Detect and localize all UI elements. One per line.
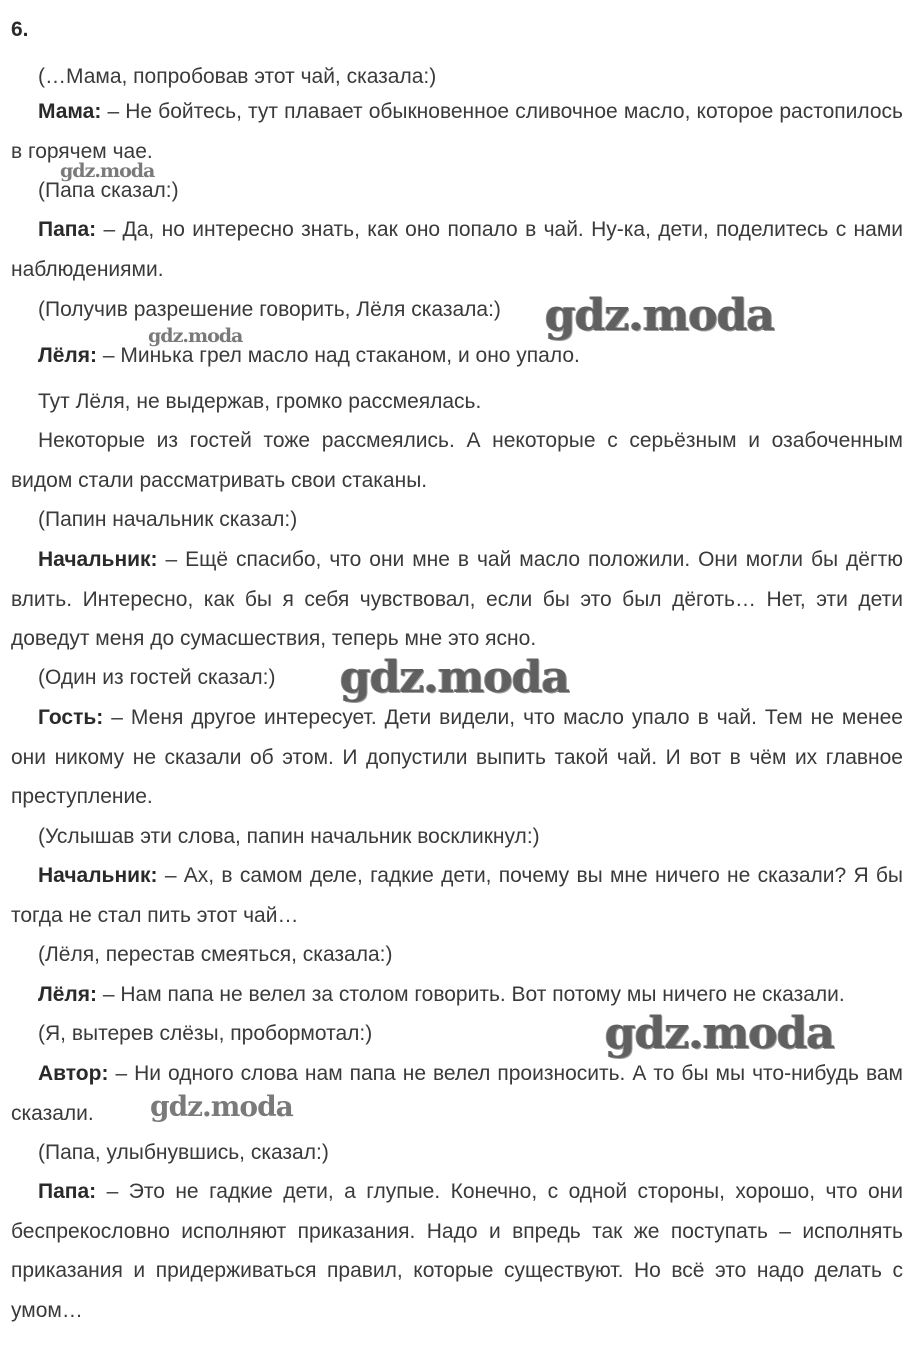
paragraph-text: (Папин начальник сказал:): [38, 508, 298, 531]
paragraph: [11, 1054, 903, 1133]
paragraph-text: (Лёля, перестав смеяться, сказала:): [38, 943, 393, 966]
watermark: gdz.moda: [60, 160, 155, 182]
paragraph: [11, 210, 903, 289]
paragraph-text: – Да, но интересно знать, как оно попало в чай. Ну-ка, дети, поделитесь с нами наблюдениями.: [11, 218, 903, 281]
paragraph: [11, 1133, 903, 1173]
paragraph-text: – Минька грел масло над стаканом, и оно упало.: [97, 344, 580, 367]
paragraph: [11, 1172, 903, 1330]
paragraph: [11, 935, 903, 975]
paragraph-text: – Это не гадкие дети, а глупые. Конечно, с одной стороны, хорошо, что они беспрекословно исполняют приказания. Надо и впредь так же поступать – исполнять приказания и придерживаться правил, которые существуют. Но всё это надо делать с умом…: [11, 1180, 903, 1322]
paragraph-text: (Один из гостей сказал:): [38, 666, 276, 689]
paragraph: [11, 698, 903, 817]
paragraph-text: (Папа сказал:): [38, 179, 179, 202]
paragraph: [11, 856, 903, 935]
task-number: 6.: [11, 18, 29, 41]
paragraph-text: (Получив разрешение говорить, Лёля сказала:): [38, 298, 501, 321]
speaker-label: Лёля:: [38, 983, 98, 1006]
speaker-label: Начальник:: [38, 864, 158, 887]
watermark: gdz.moda: [545, 290, 775, 341]
speaker-label: Папа:: [38, 218, 97, 241]
paragraph-text: – Нам папа не велел за столом говорить. Вот потому мы ничего не сказали.: [97, 983, 845, 1006]
speaker-label: Начальник:: [38, 548, 158, 571]
paragraph: [11, 336, 903, 376]
paragraph: [11, 817, 903, 857]
paragraph-text: – Ни одного слова нам папа не велел произносить. А то бы мы что-нибудь вам сказали.: [11, 1062, 903, 1125]
speaker-label: Лёля:: [38, 344, 98, 367]
paragraph: [11, 540, 903, 659]
paragraph-text: Некоторые из гостей тоже рассмеялись. А некоторые с серьёзным и озабоченным видом стали рассматривать свои стаканы.: [11, 429, 903, 492]
paragraph-text: – Меня другое интересует. Дети видели, что масло упало в чай. Тем не менее они никому не сказали об этом. И допустили выпить такой чай. И вот в чём их главное преступление.: [11, 706, 903, 808]
paragraph-text: (…Мама, попробовав этот чай, сказала:): [38, 65, 437, 88]
paragraph: [11, 421, 903, 500]
paragraph-text: (Папа, улыбнувшись, сказал:): [38, 1141, 329, 1164]
paragraph-text: – Ещё спасибо, что они мне в чай масло положили. Они могли бы дёгтю влить. Интересно, как бы я себя чувствовал, если бы это был дёготь… Нет, эти дети доведут меня до сумасшествия, теперь мне это ясно.: [11, 548, 903, 650]
paragraph-text: (Услышав эти слова, папин начальник воскликнул:): [38, 825, 540, 848]
watermark: gdz.moda: [148, 325, 243, 347]
speaker-label: Автор:: [38, 1062, 109, 1085]
paragraph-text: – Не бойтесь, тут плавает обыкновенное сливочное масло, которое растопилось в горячем чае.: [11, 100, 903, 163]
speaker-label: Папа:: [38, 1180, 97, 1203]
paragraph-text: (Я, вытерев слёзы, пробормотал:): [38, 1022, 373, 1045]
paragraph: [11, 57, 903, 97]
paragraph-text: Тут Лёля, не выдержав, громко рассмеялась.: [38, 390, 482, 413]
paragraph: [11, 382, 903, 422]
watermark: gdz.moda: [150, 1090, 293, 1123]
watermark: gdz.moda: [605, 1008, 835, 1059]
paragraph: [11, 500, 903, 540]
paragraph-text: – Ах, в самом деле, гадкие дети, почему вы мне ничего не сказали? Я бы тогда не стал пить этот чай…: [11, 864, 903, 927]
speaker-label: Гость:: [38, 706, 104, 729]
speaker-label: Мама:: [38, 100, 102, 123]
watermark: gdz.moda: [340, 652, 570, 703]
